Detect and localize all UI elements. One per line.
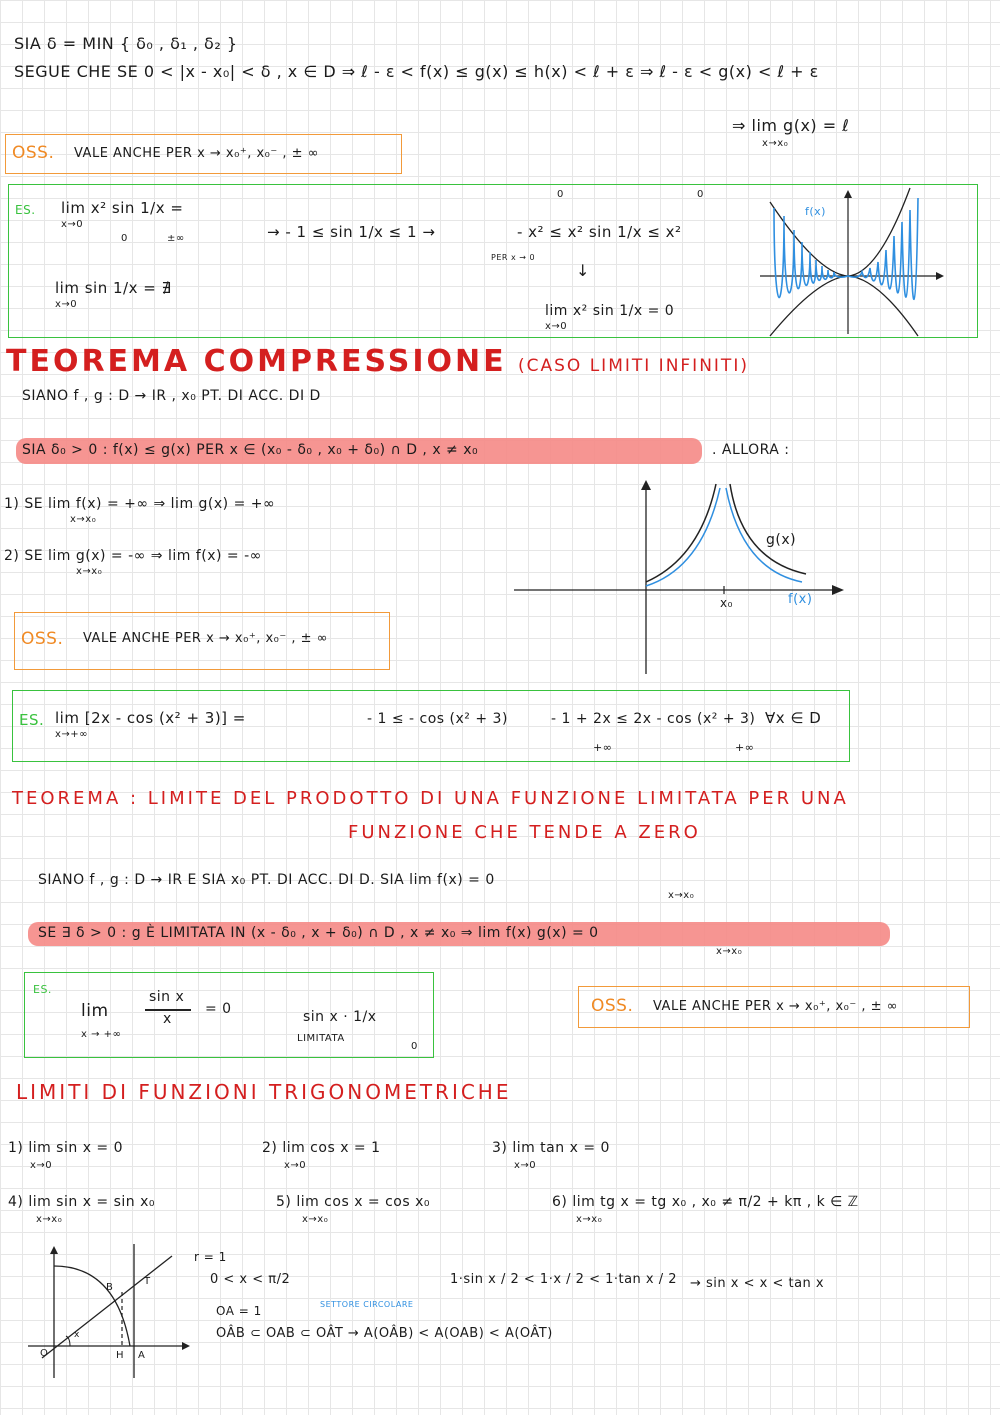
es1-per-x-to-0: PER x → 0 xyxy=(491,253,536,262)
graph-g-label: g(x) xyxy=(766,532,797,548)
trig-limit-1: 1) lim sin x = 0 xyxy=(8,1140,124,1156)
sin-x-tan-result: → sin x < x < tan x xyxy=(690,1276,825,1291)
es2-inf-2: +∞ xyxy=(735,741,755,754)
es2-forall: ∀x ∈ D xyxy=(765,709,822,727)
trig-limit-4: 4) lim sin x = sin x₀ xyxy=(8,1194,156,1210)
unit-circle-figure xyxy=(24,1242,194,1382)
oss-text: VALE ANCHE PER x → x₀⁺, x₀⁻ , ± ∞ xyxy=(83,631,328,646)
es2-expression-sub: x→+∞ xyxy=(55,729,89,740)
point-O: O xyxy=(40,1348,49,1359)
graph-f-label: f(x) xyxy=(805,205,826,218)
case-2: 2) SE lim g(x) = -∞ ⇒ lim f(x) = -∞ xyxy=(4,548,262,564)
trig-limit-5: 5) lim cos x = cos x₀ xyxy=(276,1194,431,1210)
es-label: ES. xyxy=(33,983,52,996)
es2-expression: lim [2x - cos (x² + 3)] = xyxy=(55,709,246,727)
theorem-compression-siano: SIANO f , g : D → IR , x₀ PT. DI ACC. DI D xyxy=(22,388,321,404)
allora-label: . ALLORA : xyxy=(712,442,790,458)
graph-x0-label: x₀ xyxy=(720,596,733,610)
radius-note: r = 1 xyxy=(194,1250,227,1264)
trig-limit-4-sub: x→x₀ xyxy=(36,1214,63,1225)
es1-sin-bounds: → - 1 ≤ sin 1/x ≤ 1 → xyxy=(267,223,436,241)
theorem-compression-title: TEOREMA COMPRESSIONE xyxy=(6,344,507,379)
oss-box-3 xyxy=(578,986,970,1028)
oscillation-graph xyxy=(758,186,948,336)
es3-note: sin x · 1/x xyxy=(303,1009,377,1025)
es1-pm-inf: ±∞ xyxy=(167,233,185,244)
point-A: A xyxy=(138,1350,146,1361)
oss-label: OSS. xyxy=(21,629,64,649)
es3-frac-den: x xyxy=(163,1011,172,1027)
oss-label: OSS. xyxy=(591,996,634,1016)
es1-limit-b-sub: x→0 xyxy=(55,299,78,310)
graph-f-label-2: f(x) xyxy=(788,592,813,607)
es3-note-sub: LIMITATA xyxy=(297,1033,345,1044)
settore-circolare-note: SETTORE CIRCOLARE xyxy=(320,1300,414,1309)
area-inequality: 1·sin x / 2 < 1·x / 2 < 1·tan x / 2 xyxy=(450,1272,678,1287)
es1-zero-c: 0 xyxy=(697,189,704,200)
oss-box-1 xyxy=(5,134,402,174)
oa-note: OA = 1 xyxy=(216,1304,262,1318)
limit-g-result: ⇒ lim g(x) = ℓ xyxy=(732,116,850,135)
trig-limit-1-sub: x→0 xyxy=(30,1160,53,1171)
theorem-product-hypothesis: SE ∃ δ > 0 : g È LIMITATA IN (x - δ₀ , x + δ₀) ∩ D , x ≠ x₀ ⇒ lim f(x) g(x) = 0 xyxy=(38,925,599,941)
es3-eq: = 0 xyxy=(205,1001,232,1017)
trig-limit-5-sub: x→x₀ xyxy=(302,1214,329,1225)
trig-limit-6: 6) lim tg x = tg x₀ , x₀ ≠ π/2 + kπ , k ∈ ℤ xyxy=(552,1194,859,1210)
theorem-product-siano-sub: x→x₀ xyxy=(668,890,695,901)
es-label: ES. xyxy=(15,203,36,217)
theorem-product-title-2: FUNZIONE CHE TENDE A ZERO xyxy=(348,822,701,843)
es1-result: lim x² sin 1/x = 0 xyxy=(545,303,675,319)
oss-text: VALE ANCHE PER x → x₀⁺, x₀⁻ , ± ∞ xyxy=(653,999,898,1014)
point-B: B xyxy=(106,1282,114,1293)
case-1: 1) SE lim f(x) = +∞ ⇒ lim g(x) = +∞ xyxy=(4,496,276,512)
trig-limit-2: 2) lim cos x = 1 xyxy=(262,1140,381,1156)
point-H: H xyxy=(116,1350,125,1361)
es2-ineq-1: - 1 ≤ - cos (x² + 3) xyxy=(367,711,508,727)
example-box-3 xyxy=(24,972,434,1058)
segue-line: SEGUE CHE SE 0 < |x - x₀| < δ , x ∈ D ⇒ ℓ - ε < f(x) ≤ g(x) ≤ h(x) < ℓ + ε ⇒ ℓ - ε < g(x) < ℓ + ε xyxy=(14,62,819,81)
trig-limits-title: LIMITI DI FUNZIONI TRIGONOMETRICHE xyxy=(16,1080,512,1104)
es1-squeeze-ineq: - x² ≤ x² sin 1/x ≤ x² xyxy=(517,223,682,241)
case-1-sub: x→x₀ xyxy=(70,514,97,525)
case-2-sub: x→x₀ xyxy=(76,566,103,577)
down-arrow-icon: ↓ xyxy=(576,261,590,280)
es1-limit-a: lim x² sin 1/x = xyxy=(61,199,184,217)
oss-text: VALE ANCHE PER x → x₀⁺, x₀⁻ , ± ∞ xyxy=(74,146,319,161)
es3-zero: 0 xyxy=(411,1041,418,1052)
trig-limit-2-sub: x→0 xyxy=(284,1160,307,1171)
theorem-product-title-1: TEOREMA : LIMITE DEL PRODOTTO DI UNA FUNZIONE LIMITATA PER UNA xyxy=(12,788,849,809)
es3-frac-num: sin x xyxy=(149,989,185,1005)
theorem-product-hypothesis-sub: x→x₀ xyxy=(716,946,743,957)
es1-zero-b: 0 xyxy=(557,189,564,200)
es1-zero-a: 0 xyxy=(121,233,128,244)
angle-range: 0 < x < π/2 xyxy=(210,1272,291,1287)
trig-limit-3: 3) lim tan x = 0 xyxy=(492,1140,610,1156)
es3-lim-sub: x → +∞ xyxy=(81,1029,122,1040)
limit-g-result-sub: x→x₀ xyxy=(762,138,789,149)
es1-limit-a-sub: x→0 xyxy=(61,219,84,230)
theorem-product-siano: SIANO f , g : D → IR E SIA x₀ PT. DI ACC. DI D. SIA lim f(x) = 0 xyxy=(38,872,495,888)
oss-box-2 xyxy=(14,612,390,670)
es3-lim: lim xyxy=(81,1001,109,1021)
trig-limit-6-sub: x→x₀ xyxy=(576,1214,603,1225)
compression-infinite-graph xyxy=(510,478,850,678)
theorem-compression-subtitle: (CASO LIMITI INFINITI) xyxy=(518,356,749,376)
oss-label: OSS. xyxy=(12,143,55,163)
es1-result-sub: x→0 xyxy=(545,321,568,332)
delta-min-line: SIA δ = MIN { δ₀ , δ₁ , δ₂ } xyxy=(14,34,238,53)
theorem-compression-hypothesis: SIA δ₀ > 0 : f(x) ≤ g(x) PER x ∈ (x₀ - δ₀ , x₀ + δ₀) ∩ D , x ≠ x₀ xyxy=(22,442,479,458)
example-box-2 xyxy=(12,690,850,762)
area-inclusion: OÂB ⊂ OAB ⊂ OÂT → A(OÂB) < A(OAB) < A(OÂT) xyxy=(216,1326,553,1341)
point-T: T xyxy=(144,1276,151,1287)
trig-limit-3-sub: x→0 xyxy=(514,1160,537,1171)
es2-ineq-2: - 1 + 2x ≤ 2x - cos (x² + 3) xyxy=(551,711,756,727)
es-label: ES. xyxy=(19,711,45,729)
angle-x: x xyxy=(74,1330,80,1340)
es2-inf-1: +∞ xyxy=(593,741,613,754)
es1-limit-b: lim sin 1/x = ∄ xyxy=(55,279,172,297)
